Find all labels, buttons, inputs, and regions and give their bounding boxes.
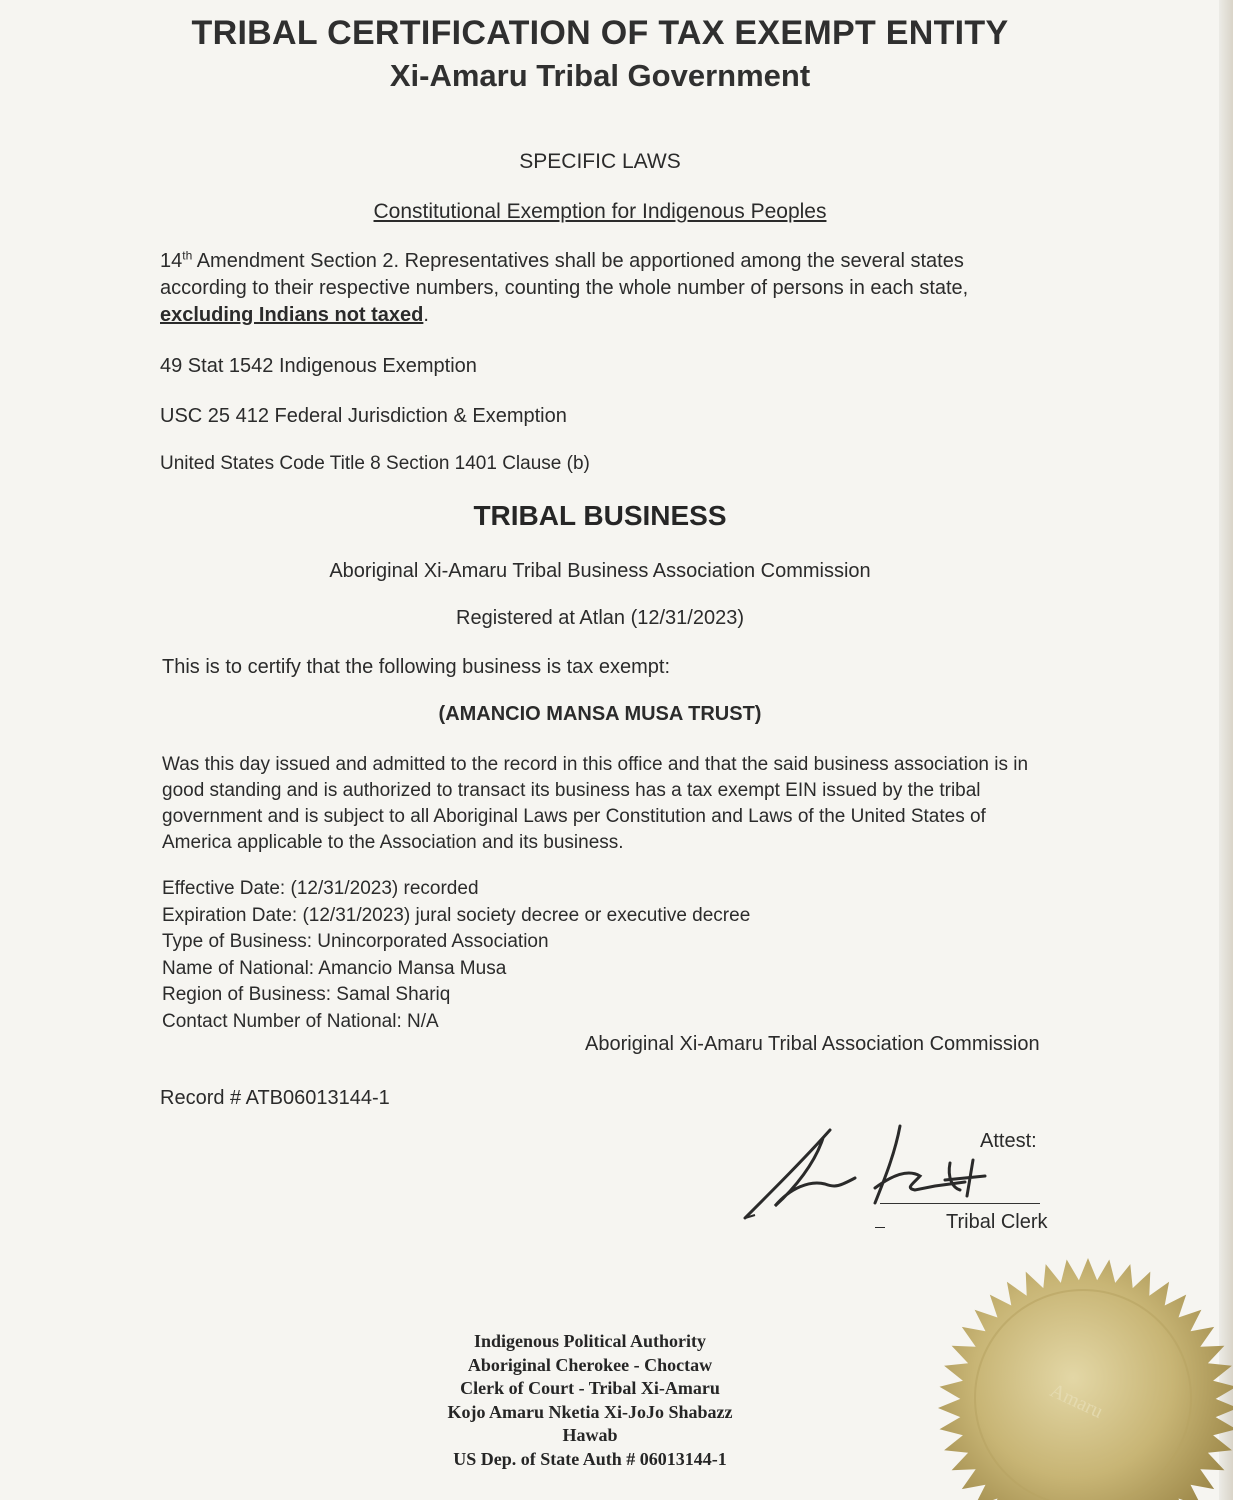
certify-statement: This is to certify that the following business is tax exempt: (162, 656, 670, 678)
amendment-ordinal: th (182, 248, 193, 263)
business-name: (AMANCIO MANSA MUSA TRUST) (438, 703, 762, 725)
amendment-end: . (423, 304, 429, 326)
authority-line: Aboriginal Cherokee - Choctaw (467, 1354, 713, 1375)
authority-line: Kojo Amaru Nketia Xi-JoJo Shabazz (447, 1401, 733, 1422)
law-item: 49 Stat 1542 Indigenous Exemption (160, 355, 477, 377)
expiration-date: Expiration Date: (12/31/2023) jural society decree or executive decree (162, 904, 751, 926)
authority-block (390, 1330, 790, 1471)
amendment-paragraph (160, 248, 990, 329)
contact-number: Contact Number of National: N/A (162, 1010, 439, 1032)
specific-laws-heading: SPECIFIC LAWS (519, 150, 681, 173)
law-item: USC 25 412 Federal Jurisdiction & Exemption (160, 405, 567, 427)
business-type: Type of Business: Unincorporated Association (162, 931, 549, 952)
law-item: United States Code Title 8 Section 1401 Clause (b) (160, 453, 590, 474)
authority-line: US Dep. of State Auth # 06013144-1 (453, 1448, 727, 1469)
national-name: Name of National: Amancio Mansa Musa (162, 957, 507, 979)
constitutional-exemption-text: Constitutional Exemption for Indigenous Peoples (373, 200, 827, 223)
business-details (162, 876, 750, 1035)
constitutional-exemption-heading (0, 200, 1200, 224)
signature-line (880, 1203, 1040, 1204)
seal-emblem (928, 1258, 1233, 1500)
tribal-clerk-label: Tribal Clerk (946, 1211, 1048, 1233)
attest-label: Attest: (980, 1130, 1037, 1152)
document-title: TRIBAL CERTIFICATION OF TAX EXEMPT ENTITY (191, 14, 1009, 52)
issued-statement: Was this day issued and admitted to the record in this office and that the said business association is in good standing and is authorized to transact its business has a tax exempt EIN issued by the tribal government and is subject to all Aboriginal Laws per Constitution and Laws of the United States of America applicable to the Association and its business. (162, 754, 1029, 853)
gold-seal (928, 1258, 1233, 1500)
registration-line: Registered at Atlan (12/31/2023) (456, 607, 744, 629)
authority-line: Indigenous Political Authority (473, 1331, 707, 1351)
authority-line: Clerk of Court - Tribal Xi-Amaru (460, 1378, 720, 1398)
business-commission: Aboriginal Xi-Amaru Tribal Business Association Commission (329, 560, 871, 582)
association-commission: Aboriginal Xi-Amaru Tribal Association Commission (585, 1033, 1040, 1055)
business-region: Region of Business: Samal Shariq (162, 984, 451, 1005)
record-number: Record # ATB06013144-1 (160, 1087, 390, 1109)
authority-line: Hawab (562, 1425, 618, 1445)
seal-text: Amaru (1046, 1379, 1107, 1423)
document-subtitle: Xi-Amaru Tribal Government (389, 58, 811, 93)
effective-date: Effective Date: (12/31/2023) recorded (162, 878, 479, 899)
amendment-emphasis: excluding Indians not taxed (160, 304, 424, 326)
amendment-text: Amendment Section 2. Representatives shall be apportioned among the several states according to their respective numbers, counting the whole number of persons in each state, (160, 250, 969, 299)
tribal-business-heading: TRIBAL BUSINESS (473, 500, 727, 531)
amendment-number: 14 (160, 250, 183, 272)
